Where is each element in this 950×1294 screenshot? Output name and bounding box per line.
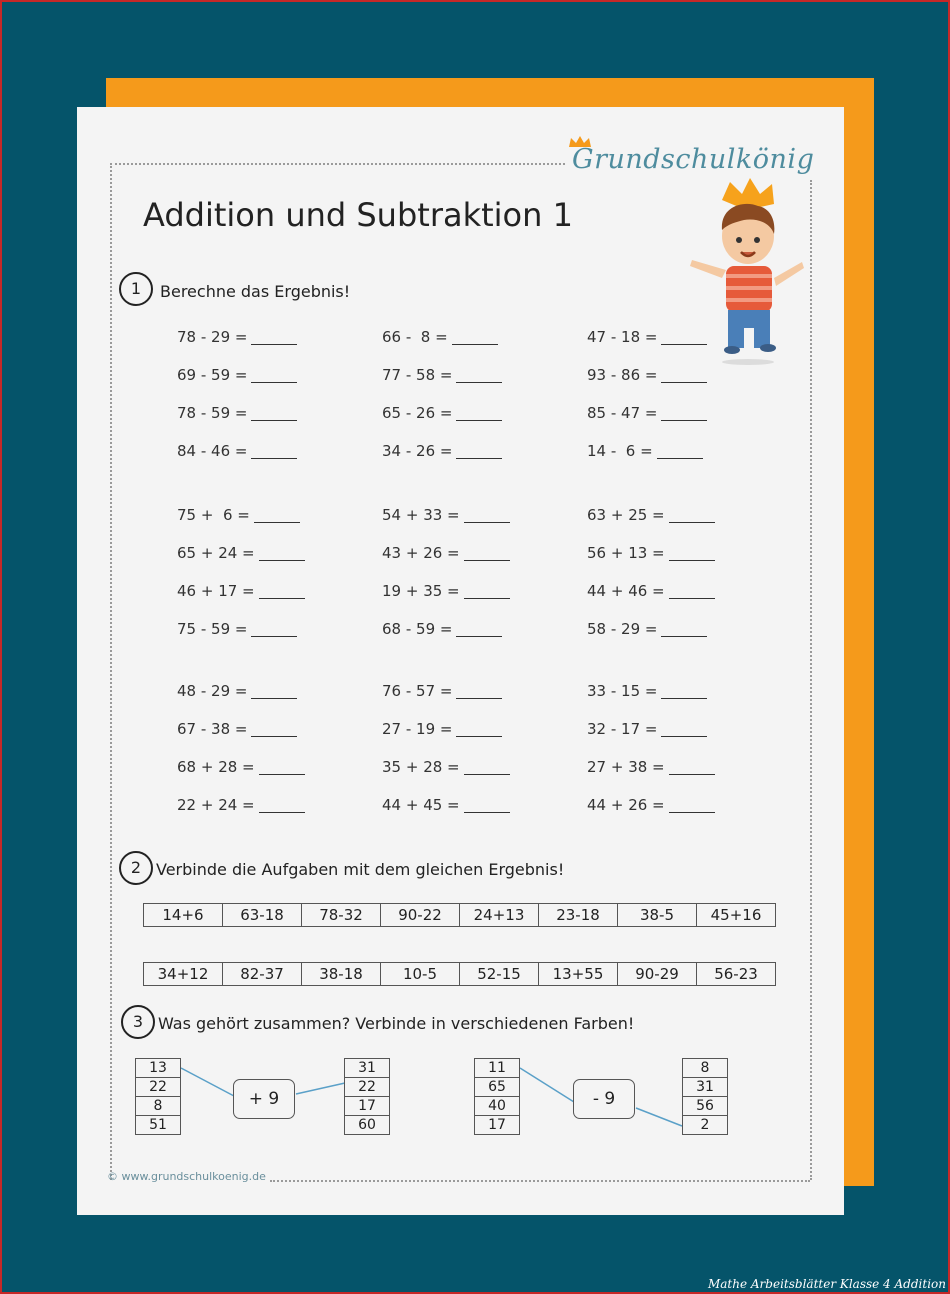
task-item <box>587 544 715 562</box>
task-equation: 84 - 46 = <box>177 442 248 460</box>
task-equation: 65 - 26 = <box>382 404 453 422</box>
task-equation: 14 - 6 = <box>587 442 653 460</box>
number-cell[interactable]: 40 <box>474 1096 520 1116</box>
matching-cell[interactable]: 82-37 <box>222 962 302 986</box>
task-equation: 27 - 19 = <box>382 720 453 738</box>
matching-cell[interactable]: 45+16 <box>696 903 776 927</box>
matching-cell[interactable]: 13+55 <box>538 962 618 986</box>
task-item <box>587 682 707 700</box>
answer-blank[interactable] <box>452 344 498 345</box>
matching-cell[interactable]: 52-15 <box>459 962 539 986</box>
answer-blank[interactable] <box>456 382 502 383</box>
task-equation: 34 - 26 = <box>382 442 453 460</box>
task-item <box>382 758 510 776</box>
task-equation: 68 - 59 = <box>382 620 453 638</box>
answer-blank[interactable] <box>661 420 707 421</box>
number-cell[interactable]: 22 <box>135 1077 181 1097</box>
answer-blank[interactable] <box>661 698 707 699</box>
task-equation: 19 + 35 = <box>382 582 460 600</box>
answer-blank[interactable] <box>259 598 305 599</box>
task-item <box>177 366 297 384</box>
right-input-column <box>474 1059 520 1135</box>
task-equation: 65 + 24 = <box>177 544 255 562</box>
task-item <box>177 328 297 346</box>
number-cell[interactable]: 11 <box>474 1058 520 1078</box>
answer-blank[interactable] <box>251 736 297 737</box>
number-cell[interactable]: 31 <box>344 1058 390 1078</box>
number-cell[interactable]: 51 <box>135 1115 181 1135</box>
task-item <box>382 582 510 600</box>
section-2-instruction: Verbinde die Aufgaben mit dem gleichen Ergebnis! <box>156 860 565 879</box>
answer-blank[interactable] <box>456 420 502 421</box>
answer-blank[interactable] <box>456 736 502 737</box>
section-2-number: 2 <box>119 851 153 885</box>
task-item <box>177 442 297 460</box>
task-item <box>382 682 502 700</box>
number-cell[interactable]: 13 <box>135 1058 181 1078</box>
task-item <box>177 620 297 638</box>
task-item <box>587 442 703 460</box>
left-operator-box: + 9 <box>233 1079 295 1119</box>
footer-url: © www.grundschulkoenig.de <box>107 1170 266 1183</box>
task-item <box>382 328 498 346</box>
task-equation: 58 - 29 = <box>587 620 658 638</box>
task-equation: 67 - 38 = <box>177 720 248 738</box>
answer-blank[interactable] <box>259 812 305 813</box>
answer-blank[interactable] <box>251 636 297 637</box>
task-equation: 35 + 28 = <box>382 758 460 776</box>
task-equation: 54 + 33 = <box>382 506 460 524</box>
image-caption: Mathe Arbeitsblätter Klasse 4 Addition <box>707 1277 946 1291</box>
task-item <box>382 544 510 562</box>
matching-cell[interactable]: 24+13 <box>459 903 539 927</box>
answer-blank[interactable] <box>661 736 707 737</box>
number-cell[interactable]: 60 <box>344 1115 390 1135</box>
matching-cell[interactable]: 10-5 <box>380 962 460 986</box>
answer-blank[interactable] <box>251 382 297 383</box>
number-cell[interactable]: 31 <box>682 1077 728 1097</box>
answer-blank[interactable] <box>661 382 707 383</box>
answer-blank[interactable] <box>669 598 715 599</box>
matching-cell[interactable]: 34+12 <box>143 962 223 986</box>
answer-blank[interactable] <box>669 522 715 523</box>
brand-logo: Grundschulkönig <box>572 144 815 175</box>
task-item <box>587 582 715 600</box>
section-3-number: 3 <box>121 1005 155 1039</box>
answer-blank[interactable] <box>456 698 502 699</box>
section-1-number: 1 <box>119 272 153 306</box>
matching-cell[interactable]: 78-32 <box>301 903 381 927</box>
dotted-border-right <box>810 180 812 1180</box>
answer-blank[interactable] <box>657 458 703 459</box>
task-equation: 27 + 38 = <box>587 758 665 776</box>
task-equation: 75 - 59 = <box>177 620 248 638</box>
number-cell[interactable]: 2 <box>682 1115 728 1135</box>
task-equation: 78 - 59 = <box>177 404 248 422</box>
task-equation: 77 - 58 = <box>382 366 453 384</box>
task-item <box>177 758 305 776</box>
task-equation: 75 + 6 = <box>177 506 250 524</box>
task-equation: 63 + 25 = <box>587 506 665 524</box>
number-cell[interactable]: 8 <box>135 1096 181 1116</box>
task-equation: 44 + 26 = <box>587 796 665 814</box>
task-equation: 47 - 18 = <box>587 328 658 346</box>
answer-blank[interactable] <box>464 774 510 775</box>
matching-row-bottom <box>144 962 776 986</box>
answer-blank[interactable] <box>251 420 297 421</box>
task-equation: 93 - 86 = <box>587 366 658 384</box>
matching-cell[interactable]: 14+6 <box>143 903 223 927</box>
task-item <box>177 544 305 562</box>
answer-blank[interactable] <box>259 560 305 561</box>
task-item <box>382 720 502 738</box>
task-equation: 33 - 15 = <box>587 682 658 700</box>
task-item <box>587 620 707 638</box>
task-item <box>587 796 715 814</box>
task-item <box>382 366 502 384</box>
dotted-border-top <box>110 163 565 165</box>
answer-blank[interactable] <box>661 344 707 345</box>
answer-blank[interactable] <box>669 774 715 775</box>
matching-cell[interactable]: 90-22 <box>380 903 460 927</box>
task-equation: 76 - 57 = <box>382 682 453 700</box>
task-item <box>587 404 707 422</box>
task-item <box>587 758 715 776</box>
answer-blank[interactable] <box>464 560 510 561</box>
answer-blank[interactable] <box>464 812 510 813</box>
number-cell[interactable]: 17 <box>474 1115 520 1135</box>
task-item <box>177 404 297 422</box>
matching-cell[interactable]: 38-18 <box>301 962 381 986</box>
task-equation: 46 + 17 = <box>177 582 255 600</box>
answer-blank[interactable] <box>456 636 502 637</box>
number-cell[interactable]: 56 <box>682 1096 728 1116</box>
task-equation: 32 - 17 = <box>587 720 658 738</box>
answer-blank[interactable] <box>669 560 715 561</box>
left-output-column <box>344 1059 390 1135</box>
task-item <box>382 796 510 814</box>
answer-blank[interactable] <box>464 522 510 523</box>
task-equation: 44 + 45 = <box>382 796 460 814</box>
task-item <box>382 506 510 524</box>
task-equation: 44 + 46 = <box>587 582 665 600</box>
task-item <box>587 720 707 738</box>
task-equation: 78 - 29 = <box>177 328 248 346</box>
matching-cell[interactable]: 63-18 <box>222 903 302 927</box>
answer-blank[interactable] <box>259 774 305 775</box>
answer-blank[interactable] <box>251 698 297 699</box>
task-equation: 56 + 13 = <box>587 544 665 562</box>
task-equation: 66 - 8 = <box>382 328 448 346</box>
task-item <box>587 506 715 524</box>
answer-blank[interactable] <box>661 636 707 637</box>
task-item <box>177 682 297 700</box>
right-operator-box: - 9 <box>573 1079 635 1119</box>
worksheet-title: Addition und Subtraktion 1 <box>143 196 573 234</box>
task-item <box>177 506 300 524</box>
matching-cell[interactable]: 56-23 <box>696 962 776 986</box>
matching-row-top <box>144 903 776 927</box>
answer-blank[interactable] <box>669 812 715 813</box>
task-equation: 68 + 28 = <box>177 758 255 776</box>
number-cell[interactable]: 22 <box>344 1077 390 1097</box>
right-output-column <box>682 1059 728 1135</box>
answer-blank[interactable] <box>251 458 297 459</box>
number-cell[interactable]: 8 <box>682 1058 728 1078</box>
task-equation: 43 + 26 = <box>382 544 460 562</box>
matching-cell[interactable]: 23-18 <box>538 903 618 927</box>
matching-cell[interactable]: 38-5 <box>617 903 697 927</box>
matching-cell[interactable]: 90-29 <box>617 962 697 986</box>
task-equation: 69 - 59 = <box>177 366 248 384</box>
task-item <box>382 442 502 460</box>
section-1-instruction: Berechne das Ergebnis! <box>160 282 351 301</box>
task-item <box>382 620 502 638</box>
task-equation: 48 - 29 = <box>177 682 248 700</box>
task-item <box>177 582 305 600</box>
number-cell[interactable]: 65 <box>474 1077 520 1097</box>
task-item <box>587 366 707 384</box>
task-equation: 22 + 24 = <box>177 796 255 814</box>
task-item <box>587 328 707 346</box>
answer-blank[interactable] <box>464 598 510 599</box>
dotted-border-left <box>110 163 112 1180</box>
answer-blank[interactable] <box>456 458 502 459</box>
task-item <box>177 720 297 738</box>
number-cell[interactable]: 17 <box>344 1096 390 1116</box>
task-item <box>177 796 305 814</box>
task-item <box>382 404 502 422</box>
dotted-border-bottom <box>270 1180 810 1182</box>
task-equation: 85 - 47 = <box>587 404 658 422</box>
answer-blank[interactable] <box>251 344 297 345</box>
section-3-instruction: Was gehört zusammen? Verbinde in verschiedenen Farben! <box>158 1014 635 1033</box>
left-input-column <box>135 1059 181 1135</box>
answer-blank[interactable] <box>254 522 300 523</box>
